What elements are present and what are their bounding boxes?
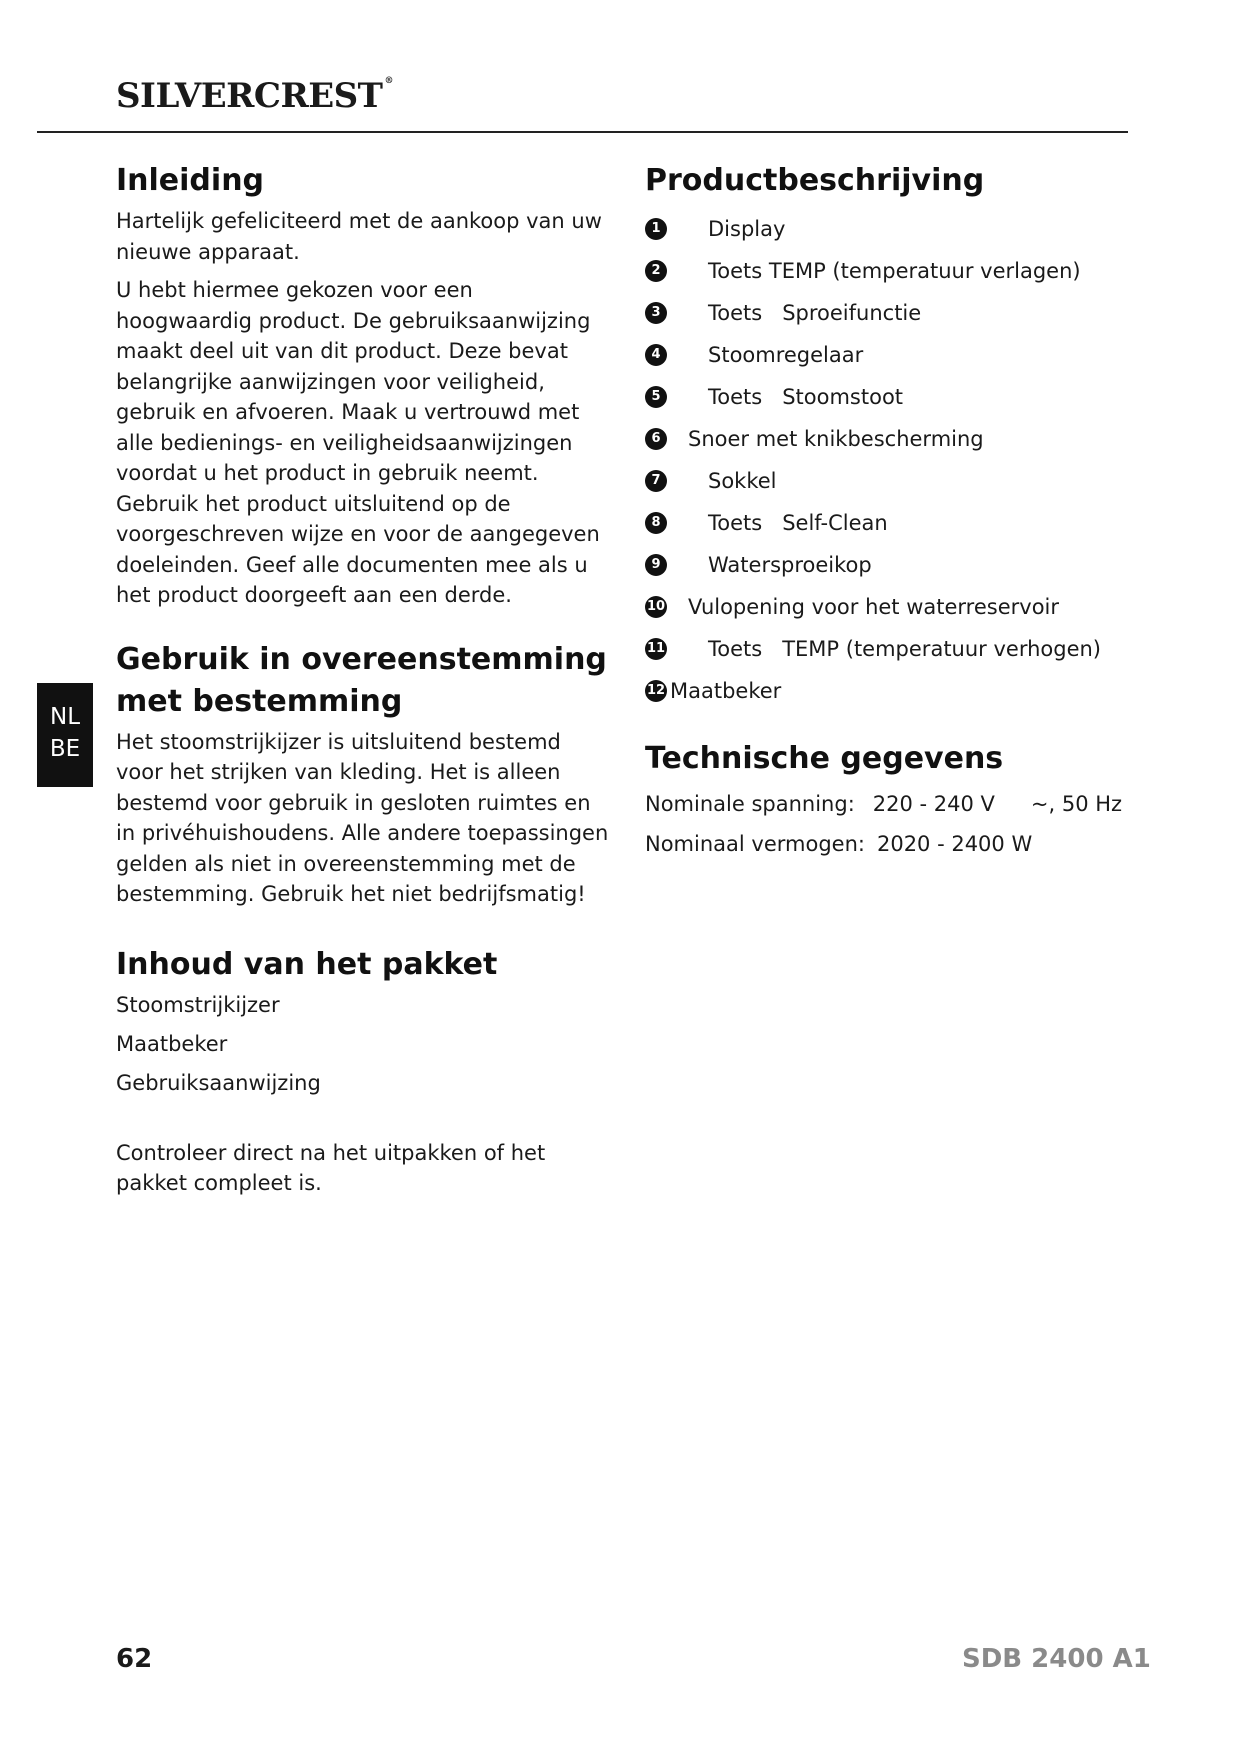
part-prefix: Toets bbox=[708, 637, 763, 661]
part-number-badge: 6 bbox=[645, 428, 667, 450]
part-label: Toets TEMP (temperatuur verlagen) bbox=[708, 259, 1081, 283]
technical-data-heading: Technische gegevens bbox=[645, 741, 1004, 776]
part-label: Maatbeker bbox=[670, 679, 782, 703]
right-column bbox=[645, 160, 1135, 864]
list-item bbox=[645, 208, 1135, 250]
intro-paragraph-2: U hebt hiermee gekozen voor een hoogwaardig product. De gebruiksaanwijzing maakt deel uit van dit product. Deze bevat belangrijke aanwijzingen voor veiligheid, gebruik en afvoeren. Maak u vertrouwd met alle bedienings- en veiligheidsaanwijzingen voordat u het product in gebruik neemt. Gebruik het product uitsluitend op de voorgeschreven wijze en voor de aangegeven doeleinden. Geef alle documenten mee als u het product doorgeeft aan een derde. bbox=[116, 278, 600, 607]
package-item: Gebruiksaanwijzing bbox=[116, 1070, 321, 1095]
part-number-badge: 1 bbox=[645, 218, 667, 240]
part-label: Self-Clean bbox=[782, 511, 888, 535]
package-item: Maatbeker bbox=[116, 1031, 228, 1056]
part-number-badge: 8 bbox=[645, 512, 667, 534]
part-number-badge: 2 bbox=[645, 260, 667, 282]
power-value: 2020 - 2400 W bbox=[876, 832, 1033, 856]
intended-use-paragraph: Het stoomstrijkijzer is uitsluitend bestemd voor het strijken van kleding. Het is alleen bestemd voor gebruik in gesloten ruimtes en in privéhuishoudens. Alle andere toepassingen gelden als niet in overeenstemming met de bestemming. Gebruik het niet bedrijfsmatig! bbox=[116, 729, 609, 906]
part-prefix: Toets bbox=[708, 301, 763, 325]
brand-logo: SILVERCREST ® bbox=[116, 76, 393, 116]
product-parts-list bbox=[645, 208, 1135, 712]
part-label: Vulopening voor het waterreservoir bbox=[688, 595, 1060, 619]
list-item bbox=[645, 250, 1135, 292]
list-item bbox=[645, 628, 1135, 670]
left-column bbox=[116, 160, 611, 1199]
part-label: Sokkel bbox=[708, 469, 777, 493]
intended-use-heading: Gebruik in overeenstemming met bestemming bbox=[116, 641, 607, 719]
list-item bbox=[645, 376, 1135, 418]
package-heading: Inhoud van het pakket bbox=[116, 946, 498, 982]
model-number: SDB 2400 A1 bbox=[962, 1644, 1151, 1674]
part-label: Display bbox=[708, 217, 786, 241]
power-label: Nominaal vermogen: bbox=[645, 832, 865, 856]
intro-paragraph-1: Hartelijk gefeliciteerd met de aankoop van uw nieuwe apparaat. bbox=[116, 209, 602, 264]
package-note: Controleer direct na het uitpakken of het pakket compleet is. bbox=[116, 1140, 546, 1195]
frequency-value: ~, 50 Hz bbox=[1030, 792, 1123, 816]
voltage-row bbox=[645, 784, 1135, 824]
part-label: Stoomstoot bbox=[782, 385, 904, 409]
part-number-badge: 9 bbox=[645, 554, 667, 576]
list-item bbox=[645, 670, 1135, 712]
product-description-heading: Productbeschrijving bbox=[645, 163, 985, 198]
power-row bbox=[645, 824, 1135, 864]
list-item bbox=[645, 502, 1135, 544]
part-number-badge: 10 bbox=[645, 596, 667, 618]
part-number-badge: 12 bbox=[645, 680, 667, 702]
list-item bbox=[645, 460, 1135, 502]
part-prefix: Toets bbox=[708, 385, 763, 409]
part-number-badge: 11 bbox=[645, 638, 667, 660]
language-code-nl: NL bbox=[49, 704, 81, 730]
part-number-badge: 5 bbox=[645, 386, 667, 408]
part-label: Snoer met knikbescherming bbox=[688, 427, 984, 451]
part-number-badge: 7 bbox=[645, 470, 667, 492]
part-prefix: Toets bbox=[708, 511, 763, 535]
part-label: Sproeifunctie bbox=[782, 301, 922, 325]
header-rule bbox=[37, 131, 1128, 133]
list-item bbox=[645, 334, 1135, 376]
list-item bbox=[645, 292, 1135, 334]
list-item bbox=[645, 586, 1135, 628]
package-item: Stoomstrijkijzer bbox=[116, 992, 280, 1017]
part-number-badge: 4 bbox=[645, 344, 667, 366]
voltage-value: 220 - 240 V bbox=[872, 792, 995, 816]
part-label: Watersproeikop bbox=[708, 553, 872, 577]
language-code-be: BE bbox=[49, 736, 81, 762]
part-label: TEMP (temperatuur verhogen) bbox=[782, 637, 1101, 661]
page-number: 62 bbox=[116, 1644, 153, 1674]
part-number-badge: 3 bbox=[645, 302, 667, 324]
language-tab bbox=[37, 683, 93, 787]
list-item bbox=[645, 544, 1135, 586]
intro-heading: Inleiding bbox=[116, 163, 265, 198]
part-label: Stoomregelaar bbox=[708, 343, 864, 367]
voltage-label: Nominale spanning: bbox=[645, 792, 855, 816]
list-item bbox=[645, 418, 1135, 460]
